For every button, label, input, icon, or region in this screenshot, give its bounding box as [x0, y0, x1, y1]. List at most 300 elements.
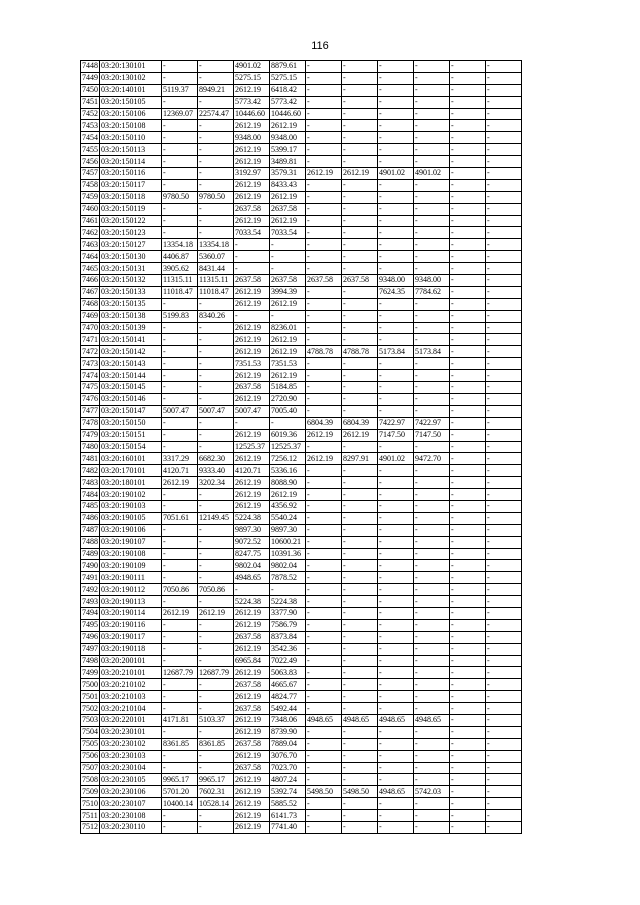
value-cell: - [486, 84, 522, 96]
value-cell: 7051.61 [162, 512, 198, 524]
value-cell: 11315.11 [162, 275, 198, 287]
value-cell: - [486, 679, 522, 691]
value-cell: 2637.58 [234, 738, 270, 750]
row-index-cell: 7456 [82, 156, 98, 166]
row-index-cell: 7482 [82, 465, 98, 475]
value-cell: - [486, 465, 522, 477]
value-cell: - [342, 84, 378, 96]
row-index-cell: 7491 [82, 572, 98, 582]
table-row [81, 179, 522, 191]
value-cell: 9348.00 [270, 132, 306, 144]
value-cell: - [198, 334, 234, 346]
value-cell: - [450, 810, 486, 822]
value-cell: - [342, 251, 378, 263]
value-cell: 5007.47 [198, 405, 234, 417]
value-cell: - [198, 655, 234, 667]
value-cell: 5184.85 [270, 382, 306, 394]
value-cell: - [486, 703, 522, 715]
value-cell: - [342, 643, 378, 655]
table-row [81, 96, 522, 108]
code-cell: 03:20:210101 [100, 667, 162, 679]
value-cell: - [342, 679, 378, 691]
value-cell: - [198, 500, 234, 512]
value-cell: - [342, 572, 378, 584]
value-cell: - [378, 84, 414, 96]
value-cell: - [306, 61, 342, 73]
value-cell: - [342, 393, 378, 405]
value-cell: - [414, 358, 450, 370]
value-cell: - [162, 429, 198, 441]
value-cell: 2637.58 [270, 275, 306, 287]
value-cell: - [450, 786, 486, 798]
value-cell: - [162, 132, 198, 144]
value-cell: - [198, 596, 234, 608]
value-cell: - [306, 584, 342, 596]
value-cell: - [486, 441, 522, 453]
value-cell: - [486, 227, 522, 239]
value-cell: - [450, 108, 486, 120]
value-cell: - [450, 263, 486, 275]
value-cell: - [306, 667, 342, 679]
value-cell: 8739.90 [270, 726, 306, 738]
value-cell: - [450, 512, 486, 524]
value-cell: - [486, 417, 522, 429]
table-row [81, 334, 522, 346]
table-row [81, 120, 522, 132]
table-row [81, 512, 522, 524]
table-row [81, 726, 522, 738]
value-cell: - [414, 156, 450, 168]
value-cell: - [306, 203, 342, 215]
value-cell: - [378, 441, 414, 453]
value-cell: - [162, 417, 198, 429]
value-cell: - [162, 96, 198, 108]
value-cell: - [198, 691, 234, 703]
value-cell: - [414, 108, 450, 120]
value-cell: - [162, 536, 198, 548]
value-cell: - [306, 548, 342, 560]
table-row [81, 310, 522, 322]
value-cell: - [306, 691, 342, 703]
value-cell: - [270, 251, 306, 263]
code-cell: 03:20:150154 [100, 441, 162, 453]
row-index-cell: 7478 [82, 418, 98, 428]
row-index-cell: 7470 [82, 323, 98, 333]
value-cell: 2637.58 [234, 382, 270, 394]
value-cell: - [162, 548, 198, 560]
value-cell: - [162, 168, 198, 180]
code-cell: 03:20:180101 [100, 477, 162, 489]
value-cell: 5742.03 [414, 786, 450, 798]
value-cell: - [306, 738, 342, 750]
value-cell: - [306, 726, 342, 738]
value-cell: 12687.79 [162, 667, 198, 679]
value-cell: - [486, 524, 522, 536]
value-cell: - [342, 298, 378, 310]
value-cell: - [486, 548, 522, 560]
value-cell: 4356.92 [270, 500, 306, 512]
table-row [81, 607, 522, 619]
value-cell: - [342, 726, 378, 738]
row-index-cell: 7507 [82, 762, 98, 772]
row-index-cell: 7466 [82, 275, 98, 285]
value-cell: - [486, 714, 522, 726]
value-cell: - [198, 382, 234, 394]
value-cell: - [342, 179, 378, 191]
row-index-cell: 7458 [82, 180, 98, 190]
value-cell: - [486, 275, 522, 287]
value-cell: 2612.19 [234, 774, 270, 786]
value-cell: - [378, 762, 414, 774]
value-cell: 2612.19 [234, 477, 270, 489]
value-cell: - [450, 465, 486, 477]
value-cell: 2637.58 [270, 203, 306, 215]
value-cell: - [450, 370, 486, 382]
table-row [81, 548, 522, 560]
table-row [81, 275, 522, 287]
value-cell: 5540.24 [270, 512, 306, 524]
value-cell: - [450, 96, 486, 108]
value-cell: - [378, 536, 414, 548]
value-cell: - [234, 251, 270, 263]
value-cell: 7348.06 [270, 714, 306, 726]
value-cell: 5173.84 [378, 346, 414, 358]
value-cell: - [414, 251, 450, 263]
page-number: 116 [311, 40, 329, 52]
table-row [81, 619, 522, 631]
value-cell: - [378, 393, 414, 405]
value-cell: - [486, 500, 522, 512]
value-cell: 5392.74 [270, 786, 306, 798]
row-index-cell: 7485 [82, 501, 98, 511]
value-cell: 9780.50 [162, 191, 198, 203]
value-cell: - [198, 132, 234, 144]
value-cell: - [486, 786, 522, 798]
value-cell: - [198, 762, 234, 774]
value-cell: - [342, 655, 378, 667]
value-cell: - [306, 227, 342, 239]
row-index-cell: 7468 [82, 299, 98, 309]
code-cell: 03:20:150141 [100, 334, 162, 346]
value-cell: - [270, 584, 306, 596]
value-cell: - [450, 762, 486, 774]
value-cell: - [378, 703, 414, 715]
code-cell: 03:20:230101 [100, 726, 162, 738]
code-cell: 03:20:150108 [100, 120, 162, 132]
value-cell: - [234, 417, 270, 429]
value-cell: - [414, 120, 450, 132]
value-cell: 2612.19 [234, 714, 270, 726]
value-cell: - [162, 72, 198, 84]
value-cell: - [162, 631, 198, 643]
value-cell: - [198, 96, 234, 108]
value-cell: - [378, 465, 414, 477]
value-cell: 8361.85 [198, 738, 234, 750]
code-cell: 03:20:150135 [100, 298, 162, 310]
table-row [81, 84, 522, 96]
value-cell: - [306, 465, 342, 477]
table-row [81, 132, 522, 144]
value-cell: 8949.21 [198, 84, 234, 96]
value-cell: - [234, 310, 270, 322]
code-cell: 03:20:230108 [100, 810, 162, 822]
value-cell: - [414, 560, 450, 572]
value-cell: - [378, 500, 414, 512]
row-index-cell: 7501 [82, 691, 98, 701]
value-cell: - [450, 477, 486, 489]
value-cell: - [486, 179, 522, 191]
value-cell: - [306, 607, 342, 619]
value-cell: 8340.26 [198, 310, 234, 322]
value-cell: - [486, 144, 522, 156]
table-row [81, 191, 522, 203]
row-index-cell: 7469 [82, 311, 98, 321]
value-cell: 7050.86 [162, 584, 198, 596]
value-cell: - [450, 655, 486, 667]
value-cell: - [450, 726, 486, 738]
value-cell: - [162, 61, 198, 73]
value-cell: 7586.79 [270, 619, 306, 631]
value-cell: - [450, 405, 486, 417]
value-cell: - [450, 703, 486, 715]
value-cell: - [486, 453, 522, 465]
value-cell: - [342, 619, 378, 631]
value-cell: - [450, 417, 486, 429]
row-index-cell: 7500 [82, 679, 98, 689]
value-cell: - [450, 714, 486, 726]
row-index-cell: 7503 [82, 715, 98, 725]
value-cell: 2612.19 [234, 393, 270, 405]
value-cell: - [378, 61, 414, 73]
value-cell: - [162, 643, 198, 655]
value-cell: - [198, 524, 234, 536]
code-cell: 03:20:190108 [100, 548, 162, 560]
table-row [81, 489, 522, 501]
row-index-cell: 7486 [82, 513, 98, 523]
value-cell: 9965.17 [162, 774, 198, 786]
value-cell: - [378, 524, 414, 536]
value-cell: - [486, 215, 522, 227]
value-cell: - [270, 417, 306, 429]
value-cell: - [414, 393, 450, 405]
value-cell: - [306, 560, 342, 572]
value-cell: - [342, 536, 378, 548]
value-cell: 5119.37 [162, 84, 198, 96]
value-cell: - [342, 524, 378, 536]
value-cell: - [306, 393, 342, 405]
value-cell: - [198, 203, 234, 215]
value-cell: - [414, 132, 450, 144]
value-cell: - [414, 548, 450, 560]
value-cell: 2612.19 [198, 607, 234, 619]
row-index-cell: 7495 [82, 620, 98, 630]
value-cell: - [162, 703, 198, 715]
value-cell: - [450, 774, 486, 786]
value-cell: - [414, 263, 450, 275]
value-cell: - [162, 393, 198, 405]
code-cell: 03:20:190106 [100, 524, 162, 536]
row-index-cell: 7512 [82, 822, 98, 832]
value-cell: - [198, 572, 234, 584]
value-cell: - [198, 619, 234, 631]
value-cell: - [162, 762, 198, 774]
value-cell: - [450, 156, 486, 168]
code-cell: 03:20:150122 [100, 215, 162, 227]
table-row [81, 239, 522, 251]
value-cell: - [270, 310, 306, 322]
value-cell: - [342, 203, 378, 215]
value-cell: 9897.30 [270, 524, 306, 536]
value-cell: 9072.52 [234, 536, 270, 548]
value-cell: - [450, 144, 486, 156]
value-cell: 2637.58 [234, 762, 270, 774]
code-cell: 03:20:130102 [100, 72, 162, 84]
row-index-cell: 7509 [82, 786, 98, 796]
value-cell: - [486, 120, 522, 132]
table-row [81, 560, 522, 572]
row-index-cell: 7450 [82, 85, 98, 95]
value-cell: - [162, 572, 198, 584]
code-cell: 03:20:190112 [100, 584, 162, 596]
value-cell: - [450, 286, 486, 298]
value-cell: - [450, 596, 486, 608]
value-cell: - [198, 370, 234, 382]
table-row [81, 631, 522, 643]
value-cell: - [486, 346, 522, 358]
value-cell: - [162, 596, 198, 608]
table-row [81, 465, 522, 477]
value-cell: - [486, 584, 522, 596]
code-cell: 03:20:150113 [100, 144, 162, 156]
value-cell: - [306, 536, 342, 548]
value-cell: 6682.30 [198, 453, 234, 465]
value-cell: - [198, 726, 234, 738]
table-row [81, 382, 522, 394]
value-cell: - [378, 144, 414, 156]
value-cell: 2612.19 [234, 786, 270, 798]
value-cell: - [306, 120, 342, 132]
value-cell: - [414, 679, 450, 691]
row-index-cell: 7465 [82, 263, 98, 273]
value-cell: - [450, 441, 486, 453]
value-cell: - [414, 822, 450, 834]
value-cell: - [306, 322, 342, 334]
value-cell: - [162, 203, 198, 215]
value-cell: - [378, 239, 414, 251]
row-index-cell: 7487 [82, 525, 98, 535]
value-cell: - [450, 500, 486, 512]
value-cell: 4948.65 [234, 572, 270, 584]
value-cell: - [414, 572, 450, 584]
value-cell: - [306, 774, 342, 786]
value-cell: 4948.65 [306, 714, 342, 726]
value-cell: 7351.53 [234, 358, 270, 370]
value-cell: - [486, 203, 522, 215]
table-row [81, 500, 522, 512]
table-row [81, 322, 522, 334]
value-cell: 4901.02 [414, 168, 450, 180]
code-cell: 03:20:190107 [100, 536, 162, 548]
value-cell: 10446.60 [234, 108, 270, 120]
value-cell: - [198, 679, 234, 691]
value-cell: - [378, 179, 414, 191]
value-cell: - [162, 370, 198, 382]
value-cell: - [414, 726, 450, 738]
value-cell: 3905.62 [162, 263, 198, 275]
table-row [81, 72, 522, 84]
value-cell: - [198, 120, 234, 132]
value-cell: - [450, 346, 486, 358]
value-cell: - [306, 512, 342, 524]
value-cell: - [162, 227, 198, 239]
value-cell: - [414, 738, 450, 750]
value-cell: 2612.19 [234, 691, 270, 703]
code-cell: 03:20:150114 [100, 156, 162, 168]
row-index-cell: 7451 [82, 97, 98, 107]
value-cell: - [414, 191, 450, 203]
value-cell: - [450, 179, 486, 191]
value-cell: - [450, 560, 486, 572]
value-cell: - [342, 132, 378, 144]
value-cell: - [378, 607, 414, 619]
code-cell: 03:20:200101 [100, 655, 162, 667]
code-cell: 03:20:150151 [100, 429, 162, 441]
table-row [81, 168, 522, 180]
value-cell: 2612.19 [234, 286, 270, 298]
value-cell: 2637.58 [234, 631, 270, 643]
code-cell: 03:20:220101 [100, 714, 162, 726]
value-cell: - [342, 382, 378, 394]
value-cell: - [486, 822, 522, 834]
value-cell: - [306, 500, 342, 512]
value-cell: 2612.19 [234, 489, 270, 501]
value-cell: 2612.19 [234, 822, 270, 834]
value-cell: - [306, 370, 342, 382]
code-cell: 03:20:230106 [100, 786, 162, 798]
value-cell: - [342, 370, 378, 382]
value-cell: - [450, 429, 486, 441]
value-cell: - [342, 822, 378, 834]
table-row [81, 417, 522, 429]
value-cell: - [378, 726, 414, 738]
code-cell: 03:20:150146 [100, 393, 162, 405]
value-cell: - [414, 96, 450, 108]
value-cell: - [306, 572, 342, 584]
value-cell: - [414, 215, 450, 227]
value-cell: - [486, 477, 522, 489]
value-cell: - [198, 393, 234, 405]
table-row [81, 572, 522, 584]
row-index-cell: 7499 [82, 667, 98, 677]
value-cell: 2612.19 [342, 168, 378, 180]
row-index-cell: 7508 [82, 774, 98, 784]
value-cell: - [486, 810, 522, 822]
value-cell: 2612.19 [306, 168, 342, 180]
row-index-cell: 7455 [82, 144, 98, 154]
value-cell: 4901.02 [378, 453, 414, 465]
code-cell: 03:20:230102 [100, 738, 162, 750]
value-cell: 2612.19 [306, 429, 342, 441]
value-cell: - [414, 334, 450, 346]
code-cell: 03:20:230105 [100, 774, 162, 786]
code-cell: 03:20:190105 [100, 512, 162, 524]
table-row [81, 774, 522, 786]
value-cell: 2612.19 [234, 500, 270, 512]
value-cell: 10391.36 [270, 548, 306, 560]
value-cell: - [378, 298, 414, 310]
value-cell: - [414, 84, 450, 96]
row-index-cell: 7476 [82, 394, 98, 404]
